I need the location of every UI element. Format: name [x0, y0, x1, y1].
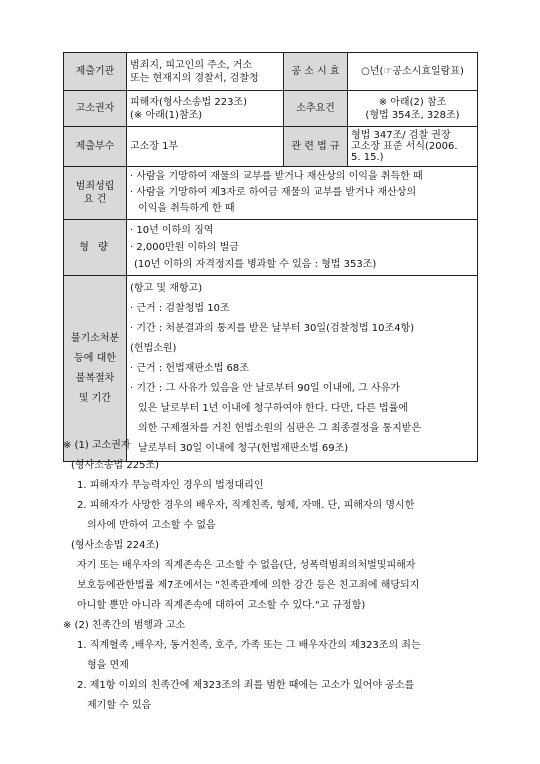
row-complainant: [64, 91, 478, 127]
text-line: (10년 이하의 자격정지를 병과할 수 있음 : 형법 353조): [134, 259, 377, 270]
text-line: 형법 347조/ 검찰 권장: [351, 130, 451, 141]
complaint-info-table: [63, 52, 478, 462]
note-line: 1. 직계혈족 ,배우자, 동거친족, 호주, 가족 또는 그 배우자간의 제323조의 죄는: [77, 640, 421, 651]
text-line: (헌법소원): [130, 342, 177, 354]
note-line: 의사에 반하여 고소할 수 없음: [87, 520, 216, 531]
row-crime-requirements: [64, 167, 478, 220]
text-line: (※ 아래(1)참조): [130, 109, 203, 121]
text-line: · 근거 : 헌법재판소법 68조: [130, 362, 249, 374]
text-line: 날로부터 30일 이내에 청구(헌법재판소법 69조): [138, 442, 349, 454]
value-prosecution-requirement: [348, 91, 478, 127]
text-line: 범죄지, 피고인의 주소, 거소: [130, 59, 253, 71]
text-line: (형법 354조, 328조): [365, 109, 460, 121]
text-line: ※ 아래(2) 참조: [378, 96, 447, 108]
text-line: 및 기간: [78, 392, 112, 404]
text-line: 불기소처분: [70, 332, 120, 344]
text-line: 범죄성립: [75, 181, 115, 192]
text-line: · 기간 : 그 사유가 있음을 안 날로부터 90일 이내에, 그 사유가: [130, 382, 400, 394]
row-copies: [64, 127, 478, 167]
text-line: 이익을 취득하게 한 때: [138, 203, 235, 214]
note-line: 형을 면제: [87, 660, 129, 671]
note-line: 1. 피해자가 무능력자인 경우의 법정대리인: [77, 480, 264, 491]
value-submission-agency: [127, 53, 284, 91]
value-crime-requirements: [127, 167, 478, 220]
note-line: (형사소송법 224조): [71, 540, 160, 551]
note-heading-relatives: ※ (2) 친족간의 범행과 고소: [63, 620, 186, 631]
text-line: 의한 구제절차를 거친 헌법소원의 심판은 그 최종결정을 통지받은: [138, 422, 422, 434]
text-line: · 사람을 기망하여 재물의 교부를 받거나 재산상의 이익을 취득한 때: [130, 171, 423, 182]
row-appeal-procedure: [64, 276, 478, 462]
text-line: · 사람을 기망하여 제3자로 하여금 재물의 교부를 받거나 재산상의: [130, 187, 417, 198]
value-penalty: [127, 220, 478, 276]
note-heading-complainant: ※ (1) 고소권자: [63, 440, 131, 451]
text-line: (항고 및 재항고): [130, 282, 203, 294]
note-line: 자기 또는 배우자의 직계존속은 고소할 수 없음(단, 성폭력범죄의처벌및피해자: [77, 560, 416, 571]
label-crime-requirements: [64, 167, 127, 220]
note-line: 아니할 뿐만 아니라 직계존속에 대하여 고소할 수 있다."고 규정함): [77, 600, 366, 611]
value-copies: 고소장 1부: [127, 127, 284, 167]
note-line: (형사소송법 225조): [71, 460, 160, 471]
note-line: 제기할 수 있음: [87, 700, 152, 711]
text-line: 고소장 표준 서식(2006.: [351, 141, 458, 152]
note-line: 보호등에관한법률 제7조에서는 "친족관계에 의한 강간 등은 친고죄에 해당되지: [77, 580, 420, 591]
label-related-laws: 관 련 법 규: [284, 127, 348, 167]
text-line: · 10년 이하의 징역: [130, 225, 214, 236]
label-complainant: 고소권자: [64, 91, 127, 127]
value-complainant: [127, 91, 284, 127]
text-line: 있은 날로부터 1년 이내에 청구하여야 한다. 다만, 다른 법률에: [138, 402, 408, 414]
text-line: 불복절차: [75, 372, 115, 384]
text-line: · 근거 : 검찰청법 10조: [130, 302, 230, 314]
text-line: 5. 15.): [351, 152, 384, 163]
text-line: 요 건: [83, 194, 107, 205]
label-appeal-procedure: [64, 276, 127, 462]
label-prosecution-requirement: 소추요건: [284, 91, 348, 127]
row-penalty: [64, 220, 478, 276]
text-line: · 2,000만원 이하의 벌금: [130, 242, 239, 253]
note-line: 2. 제1항 이외의 친족간에 제323조의 죄를 범한 때에는 고소가 있어야 공소를: [77, 680, 415, 691]
text-line: · 기간 : 처분결과의 통지를 받은 날부터 30일(검찰청법 10조4항): [130, 322, 415, 334]
value-related-laws: [348, 127, 478, 167]
value-statute-of-limitations: ○년(☞공소시효일람표): [348, 53, 478, 91]
text-line: 등에 대한: [74, 352, 116, 364]
info-table-container: [63, 52, 477, 462]
label-submission-agency: 제출기관: [64, 53, 127, 91]
text-line: 피해자(형사소송법 223조): [130, 96, 248, 108]
label-copies: 제출부수: [64, 127, 127, 167]
notes-section: [63, 436, 483, 716]
note-line: 2. 피해자가 사망한 경우의 배우자, 직계친족, 형제, 자매. 단, 피해자의 명시한: [77, 500, 415, 511]
label-penalty: 형 량: [64, 220, 127, 276]
row-submission-agency: [64, 53, 478, 91]
text-line: 또는 현재지의 경찰서, 검찰청: [130, 72, 259, 84]
label-statute-of-limitations: 공 소 시 효: [284, 53, 348, 91]
value-appeal-procedure: [127, 276, 478, 462]
